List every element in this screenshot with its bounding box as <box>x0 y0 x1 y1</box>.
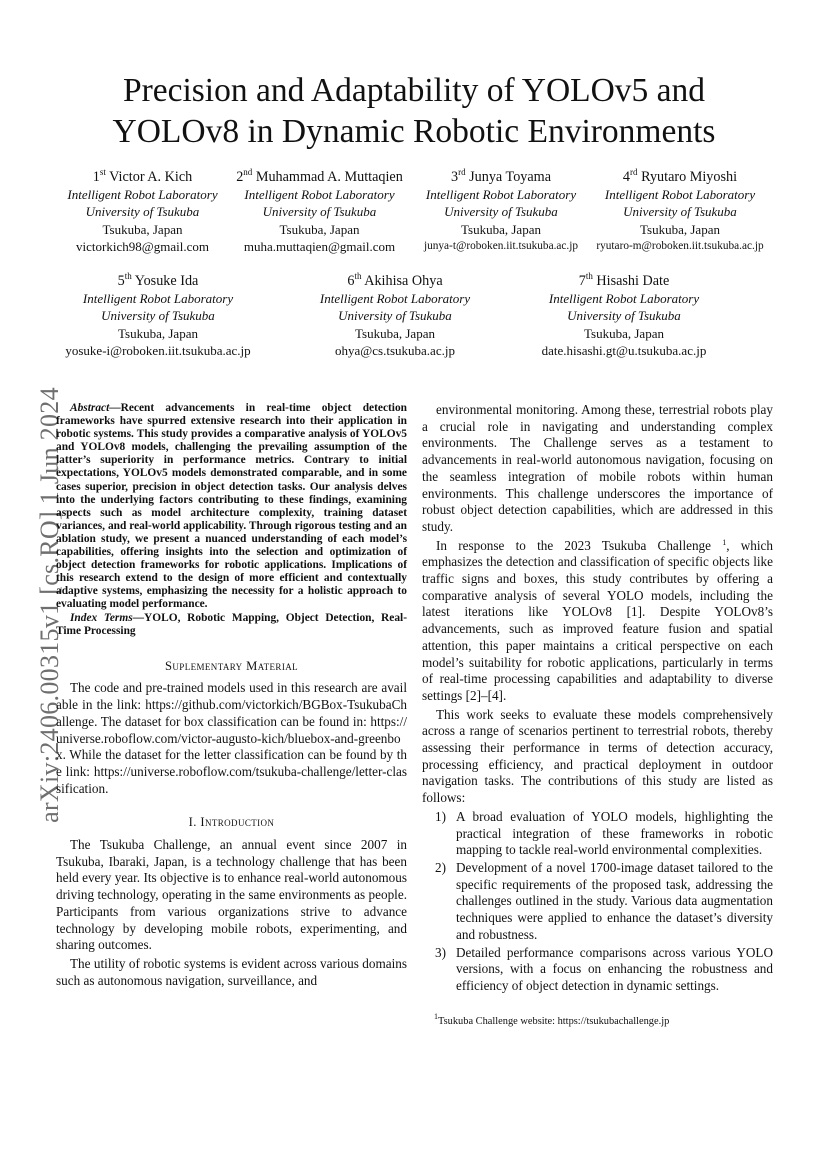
author-block-1 <box>50 168 235 255</box>
right-paragraph-2: In response to the 2023 Tsukuba Challenge $^1$, which emphasizes the detection and classification of specific objects like traffic signs and boxes, this study contributes by offering a comparative analysis of several YOLO models, including the latest iterations like YOLOv8 [1]. Despite YOLOv8’s advancements, such as improved feature fusion and spatial attention, this paper maintains a critical perspective on each model’s suitability for robotic applications, particularly in terms of real-time processing capabilities and adaptability to diverse settings [2]–[4]. <box>422 537 773 703</box>
author-location: Tsukuba, Japan <box>118 325 198 341</box>
footnote: $^1$Tsukuba Challenge website: https://tsukubachallenge.jp <box>434 1011 670 1027</box>
author-email[interactable]: ryutaro-m@roboken.iit.tsukuba.ac.jp <box>596 239 764 252</box>
author-university: University of Tsukuba <box>338 308 452 324</box>
author-name: 7th Hisashi Date <box>578 271 670 289</box>
author-affiliation: Intelligent Robot Laboratory <box>67 187 218 202</box>
title-line-1: Precision and Adaptability of YOLOv5 and <box>122 72 706 109</box>
author-block-3 <box>412 168 590 255</box>
supplementary-text: The code and pre-trained models used in this research are available in the link: https://github.com/victorkich/BGBox-TsukubaChallenge. The dataset for box classification can be found in: https://universe.roboflow.com/victor-augusto-kich/bluebox-and-greenbox. While the dataset for the letter classification can be found by the link: https://universe.roboflow.com/tsukuba-challenge/letter-classification. <box>56 680 407 796</box>
arxiv-identifier: arXiv:2406.00315v1 [cs.RO] 1 Jun 2024 <box>35 387 64 823</box>
abstract <box>56 402 407 612</box>
author-location: Tsukuba, Japan <box>584 325 664 341</box>
author-university: University of Tsukuba <box>623 204 737 220</box>
author-university: University of Tsukuba <box>444 204 558 220</box>
author-email[interactable]: ohya@cs.tsukuba.ac.jp <box>335 342 455 358</box>
author-email[interactable]: yosuke-i@roboken.iit.tsukuba.ac.jp <box>65 342 251 358</box>
author-university: University of Tsukuba <box>567 308 681 324</box>
list-item: 2) Development of a novel 1700-image dataset tailored to the specific requirements of the proposed task, addressing the challenges outlined in the study. Various data augmentation techniques were applied to enhance the dataset’s diversity and robustness. <box>435 859 773 942</box>
author-university: University of Tsukuba <box>85 204 200 220</box>
author-email[interactable]: victorkich98@gmail.com <box>76 238 209 254</box>
author-name: 4rd Ryutaro Miyoshi <box>622 167 738 185</box>
author-affiliation: Intelligent Robot Laboratory <box>244 187 395 202</box>
author-block-5 <box>48 272 268 359</box>
author-university: University of Tsukuba <box>101 308 215 324</box>
paper-title <box>60 70 768 152</box>
list-item: 1) A broad evaluation of YOLO models, highlighting the practical integration of these frameworks in robotic mapping to tackle real-world environmental complexities. <box>435 808 773 858</box>
introduction-heading: I. Introduction <box>188 815 275 830</box>
footnote-marker[interactable]: 1 <box>722 537 727 547</box>
author-location: Tsukuba, Japan <box>640 221 720 237</box>
left-column <box>56 402 407 989</box>
right-paragraph-1: environmental monitoring. Among these, terrestrial robots play a crucial role in navigating and understanding complex environments. The Challenge serves as a testament to advancements in real-world autonomous navigation, focusing on the seamless integration of mobile robots within human environments. This challenge underscores the importance of robust object detection capabilities, which are addressed in this study. <box>422 402 773 534</box>
author-location: Tsukuba, Japan <box>102 221 183 237</box>
index-terms-text: —YOLO, Robotic Mapping, Object Detection, Real-Time Processing <box>56 611 407 637</box>
author-university: University of Tsukuba <box>262 204 377 220</box>
author-affiliation: Intelligent Robot Laboratory <box>425 187 577 202</box>
author-name: 5th Yosuke Ida <box>117 271 199 289</box>
author-affiliation: Intelligent Robot Laboratory <box>604 187 756 202</box>
title-line-2: YOLOv8 in Dynamic Robotic Environments <box>112 113 716 150</box>
right-paragraph-3: This work seeks to evaluate these models comprehensively across a range of scenarios pertinent to terrestrial robots, thereby assessing their performance in terms of detection accuracy, processing efficiency, and practical deployment in outdoor navigation tasks. The contributions of this study are listed as follows: <box>422 706 773 806</box>
author-name: 3rd Junya Toyama <box>450 167 552 185</box>
index-terms-lead: Index Terms <box>70 611 133 624</box>
author-email[interactable]: muha.muttaqien@gmail.com <box>243 238 396 254</box>
author-location: Tsukuba, Japan <box>461 221 541 237</box>
author-affiliation: Intelligent Robot Laboratory <box>548 291 700 306</box>
author-affiliation: Intelligent Robot Laboratory <box>319 291 471 306</box>
author-affiliation: Intelligent Robot Laboratory <box>82 291 234 306</box>
author-block-2 <box>227 168 412 255</box>
contributions-list <box>422 809 773 995</box>
index-terms <box>56 612 407 638</box>
author-name: 2nd Muhammad A. Muttaqien <box>236 167 403 185</box>
author-location: Tsukuba, Japan <box>355 325 435 341</box>
author-location: Tsukuba, Japan <box>279 221 360 237</box>
author-email[interactable]: junya-t@roboken.iit.tsukuba.ac.jp <box>423 239 579 252</box>
author-block-7 <box>522 272 726 359</box>
author-email[interactable]: date.hisashi.gt@u.tsukuba.ac.jp <box>541 342 707 358</box>
abstract-text: —Recent advancements in real-time object detection frameworks have spurred extensive research into their application in robotic systems. This study provides a comparative analysis of YOLOv5 and YOLOv8 models, challenging the prevailing assumption of the latter’s superiority in performance metrics. Contrary to initial expectations, YOLOv5 models demonstrated comparable, and in some cases superior, precision in object detection tasks. Our analysis delves into the underlying factors contributing to these findings, examining aspects such as model architecture complexity, training dataset variances, and real-world applicability. Through rigorous testing and an ablation study, we present a nuanced understanding of each model’s capabilities, offering insights into the selection and optimization of object detection frameworks for robotic applications. Implications of this research extend to the design of more efficient and contextually adaptive systems, emphasizing the necessity for a holistic approach to evaluating model performance. <box>56 402 407 611</box>
list-item: 3) Detailed performance comparisons across various YOLO versions, with a focus on enhancing the robustness and efficiency of object detection in dynamic settings. <box>435 944 773 993</box>
author-block-6 <box>300 272 490 359</box>
author-name: 1st Victor A. Kich <box>92 167 193 185</box>
author-name: 6th Akihisa Ohya <box>347 271 443 289</box>
author-block-4 <box>586 168 774 255</box>
intro-paragraph-2: The utility of robotic systems is evident across various domains such as autonomous navigation, surveillance, and <box>56 955 407 988</box>
right-column <box>422 402 773 1028</box>
abstract-lead: Abstract <box>70 402 110 414</box>
intro-paragraph-1: The Tsukuba Challenge, an annual event since 2007 in Tsukuba, Ibaraki, Japan, is a technology challenge that has been held every year. Its objective is to enhance real-world autonomous driving technology, operating in the same environments as people. Participants from various organizations strive to advance technology by developing mobile robots, experimenting, and sharing outcomes. <box>56 837 407 953</box>
supplementary-heading: Suplementary Material <box>164 658 299 673</box>
